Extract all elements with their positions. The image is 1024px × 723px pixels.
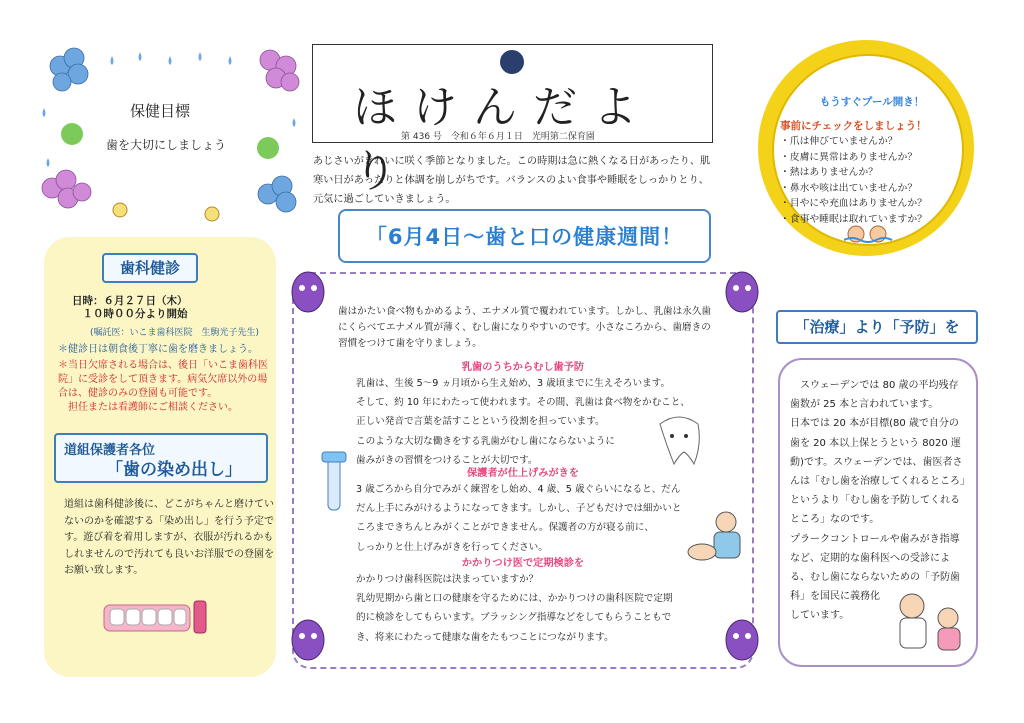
- germ-character-icon: [722, 614, 762, 664]
- germ-character-icon: [288, 614, 328, 664]
- hydrangea-frame-icon: [32, 38, 307, 223]
- germ-character-icon: [288, 266, 328, 316]
- section-body-baby-teeth: 乳歯は、生後 5～9 ヵ月頃から生え始め、3 歳頃までに生えそろいます。 そして、約 10 年にわたって使われます。その間、乳歯は食べ物をかむこと、 正しい発音で言葉を話すことという役割を担っています。 このような大切な働きをする乳歯がむし歯にならないように 歯みがきの習慣をつけることが大切です。: [356, 378, 690, 466]
- prevention-body: スウェーデンでは 80 歳の平均残存歯数が 25 本と言われています。 日本では 20 本が目標(80 歳で自分の歯を 20 本以上保とうという 8020 運動)です。スウェーデンでは、歯医者さんは「むし歯を治療してくれるところ」というより「むし歯を予防してくれるところ」なのです。 プラークコントロールや歯みがき指導など、定期的な歯科医への受診による、むし歯にならないための「予防歯科」を国民に義務化 しています。: [790, 380, 965, 622]
- section-heading-regular-checkup: かかりつけ医で定期検診を: [461, 558, 585, 569]
- checkup-date: 日時：６月２７日（木） １０時００分より開始: [72, 295, 188, 320]
- pool-check-item: ・目やにや充血はありませんか？: [780, 198, 927, 209]
- staining-heading-line1: 道組保護者各位: [64, 443, 156, 458]
- pool-title: もうすぐプール開き！: [819, 96, 925, 108]
- main-article-box: [292, 272, 754, 669]
- checkup-note-brush: ＊健診日は朝食後丁寧に歯を磨きましょう。: [58, 344, 258, 355]
- checkup-doctor: (嘱託医：いこま歯科医院 生駒光子先生): [90, 328, 260, 338]
- checkup-note-absence: ＊当日欠席される場合は、後日「いこま歯科医院」に受診をして頂きます。病気欠席以外の場合は、健診のみの登園も可能です。 担任または看護師にご相談ください。: [58, 360, 268, 413]
- issue-line: 第 436 号 令和６年６月１日 光明第二保育園: [401, 132, 595, 142]
- dental-week-banner: [338, 209, 711, 263]
- teeth-brush-icon: [102, 595, 210, 637]
- pool-check-item: ・食事や睡眠は取れていますか？: [780, 213, 927, 225]
- staining-heading-line2: 「歯の染め出し」: [106, 460, 242, 480]
- germ-character-icon: [722, 266, 762, 316]
- swimming-kids-icon: [844, 224, 894, 244]
- pool-check-item: ・熱はありませんか？: [780, 167, 878, 178]
- section-body-finish-brushing: 3 歳ごろから自分でみがく練習をし始め、4 歳、5 歳ぐらいになると、だん だん上手にみがけるようになってきます。しかし、子どもだけでは細かいと ころまできちんとみがくことができません。保護者の方が寝る前に、 しっかりと仕上げみがきを行ってください。: [356, 484, 682, 553]
- pool-checklist: [780, 134, 927, 227]
- pool-checklist-inner: [772, 54, 964, 246]
- section-body-regular-checkup: かかりつけ歯科医院は決まっていますか？ 乳幼児期から歯と口の健康を守るためには、かかりつけの歯科医院で定期 的に検診をしてもらいます。ブラッシング指導などをしてもらうこともで き、将来にわたって健康な歯をたもつことにつながります。: [356, 574, 673, 643]
- health-goal-frame: [32, 38, 307, 223]
- pool-checklist-badge: [758, 40, 974, 256]
- tooth-character-icon: [654, 414, 704, 466]
- prevention-heading: 「治療」より「予防」を: [776, 310, 978, 344]
- toothbrush-character-icon: [308, 450, 358, 514]
- intro-paragraph: あじさいがきれいに咲く季節となりました。この時期は急に熱くなる日があったり、肌寒い日があったりと体調を崩しがちです。バランスのよい食事や睡眠をしっかりとり、元気に過ごしていきましょう。: [313, 156, 711, 205]
- dentist-child-icon: [890, 588, 970, 654]
- newsletter-title: ほけんだより: [353, 82, 653, 197]
- pool-check-item: ・爪は伸びていませんか？: [780, 136, 898, 147]
- pool-check-item: ・皮膚に異常はありませんか？: [780, 151, 918, 163]
- left-info-panel: [44, 237, 276, 677]
- health-goal-text: 歯を大切にしましょう: [106, 138, 227, 152]
- pool-check-item: ・鼻水や咳は出ていませんか？: [780, 182, 918, 194]
- staining-heading: [54, 433, 268, 483]
- main-intro: 歯はかたい食べ物もかめるよう、エナメル質で覆われています。しかし、乳歯は永久歯にくらべてエナメル質が薄く、むし歯になりやすいのです。小さなころから、歯磨きの習慣をつけて歯を守りましょう。: [338, 306, 712, 349]
- health-goal-heading: 保健目標: [130, 102, 191, 120]
- prevention-box: [778, 358, 978, 667]
- section-heading-baby-teeth: 乳歯のうちからむし歯予防: [461, 362, 585, 373]
- section-heading-finish-brushing: 保護者が仕上げみがきを: [466, 468, 580, 479]
- dental-week-title: 「6月4日～歯と口の健康週間！: [365, 225, 684, 249]
- dental-checkup-heading: 歯科健診: [102, 253, 198, 283]
- staining-body: 道組は歯科健診後に、どこがちゃんと磨けていないのかを確認する「染め出し」を行う予定です。遊び着を着用しますが、衣服が汚れるかもしれませんので汚れても良いお洋服での登園をお願い致します。: [64, 499, 274, 576]
- parent-brushing-child-icon: [686, 510, 746, 566]
- pool-subtitle: 事前にチェックをしましょう！: [780, 120, 927, 132]
